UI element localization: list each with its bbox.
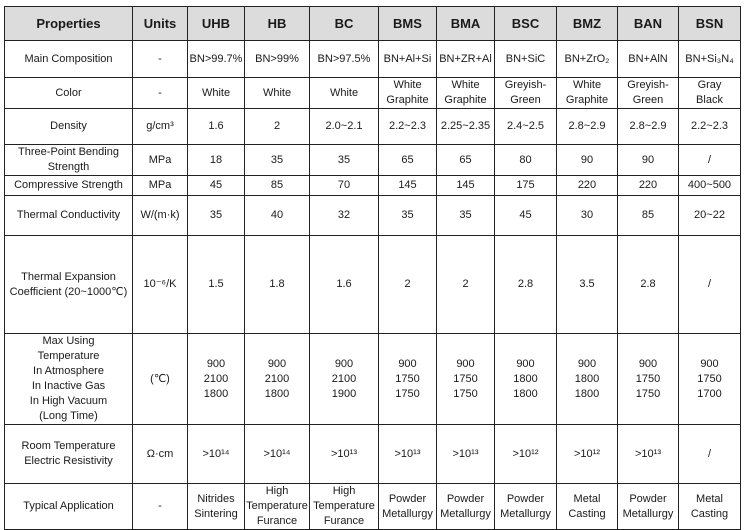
table-cell: 70 [310, 176, 379, 196]
header-uhb: UHB [188, 7, 245, 41]
table-cell: >10¹³ [437, 425, 495, 484]
table-cell: 2.2~2.3 [679, 109, 741, 145]
table-row [5, 425, 741, 484]
table-cell: 145 [437, 176, 495, 196]
table-cell: 35 [310, 145, 379, 176]
table-cell: >10¹² [557, 425, 618, 484]
table-cell: BN+ZR+Al [437, 41, 495, 78]
table-cell: White Graphite [557, 78, 618, 109]
table-cell: 220 [618, 176, 679, 196]
table-cell: 40 [245, 196, 310, 236]
table-cell: 65 [379, 145, 437, 176]
table-cell: 900 2100 1800 [245, 334, 310, 425]
header-bms: BMS [379, 7, 437, 41]
table-cell: White [245, 78, 310, 109]
table-row [5, 78, 741, 109]
table-cell: 85 [618, 196, 679, 236]
row-label: Thermal Expansion Coefficient (20~1000℃) [5, 236, 133, 334]
row-unit: (℃) [133, 334, 188, 425]
table-cell: 400~500 [679, 176, 741, 196]
table-cell: High Temperature Furance [245, 484, 310, 530]
table-cell: 2.8~2.9 [557, 109, 618, 145]
table-cell: 2.25~2.35 [437, 109, 495, 145]
table-cell: 900 2100 1800 [188, 334, 245, 425]
table-cell: 18 [188, 145, 245, 176]
table-cell: 3.5 [557, 236, 618, 334]
table-cell: 90 [618, 145, 679, 176]
table-cell: 1.6 [310, 236, 379, 334]
row-unit: 10⁻⁶/K [133, 236, 188, 334]
row-unit: - [133, 78, 188, 109]
table-cell: 1.8 [245, 236, 310, 334]
table-row [5, 41, 741, 78]
table-cell: 2.0~2.1 [310, 109, 379, 145]
row-unit: MPa [133, 176, 188, 196]
table-cell: 45 [495, 196, 557, 236]
table-cell: Powder Metallurgy [379, 484, 437, 530]
table-cell: 175 [495, 176, 557, 196]
table-body [5, 41, 741, 530]
table-cell: 2 [245, 109, 310, 145]
header-bma: BMA [437, 7, 495, 41]
row-label: Max Using Temperature In Atmosphere In Inactive Gas In High Vacuum (Long Time) [5, 334, 133, 425]
row-label: Main Composition [5, 41, 133, 78]
table-cell: >10¹⁴ [245, 425, 310, 484]
table-cell: 220 [557, 176, 618, 196]
row-label: Compressive Strength [5, 176, 133, 196]
row-unit: W/(m·k) [133, 196, 188, 236]
table-cell: BN+SiC [495, 41, 557, 78]
table-row [5, 236, 741, 334]
row-label: Room Temperature Electric Resistivity [5, 425, 133, 484]
row-label: Density [5, 109, 133, 145]
header-bsn: BSN [679, 7, 741, 41]
table-cell: 65 [437, 145, 495, 176]
table-cell: / [679, 425, 741, 484]
header-properties: Properties [5, 7, 133, 41]
table-cell: 35 [379, 196, 437, 236]
table-cell: 900 1800 1800 [495, 334, 557, 425]
table-cell: 2 [379, 236, 437, 334]
table-cell: White [188, 78, 245, 109]
table-cell: Metal Casting [679, 484, 741, 530]
table-cell: 80 [495, 145, 557, 176]
row-label: Thermal Conductivity [5, 196, 133, 236]
table-cell: Metal Casting [557, 484, 618, 530]
header-ban: BAN [618, 7, 679, 41]
table-cell: 145 [379, 176, 437, 196]
table-cell: Greyish- Green [618, 78, 679, 109]
header-hb: HB [245, 7, 310, 41]
row-unit: Ω·cm [133, 425, 188, 484]
table-cell: Nitrides Sintering [188, 484, 245, 530]
table-cell: 35 [188, 196, 245, 236]
table-cell: 900 1750 1750 [618, 334, 679, 425]
table-cell: 45 [188, 176, 245, 196]
table-cell: White Graphite [437, 78, 495, 109]
table-row [5, 109, 741, 145]
table-cell: 2.8 [618, 236, 679, 334]
table-cell: BN+Si₃N₄ [679, 41, 741, 78]
header-bc: BC [310, 7, 379, 41]
row-unit: MPa [133, 145, 188, 176]
table-cell: BN>99% [245, 41, 310, 78]
table-cell: 2 [437, 236, 495, 334]
table-cell: BN+ZrO₂ [557, 41, 618, 78]
table-cell: >10¹² [495, 425, 557, 484]
table-cell: 900 1750 1750 [437, 334, 495, 425]
table-cell: 30 [557, 196, 618, 236]
row-unit: g/cm³ [133, 109, 188, 145]
table-cell: 90 [557, 145, 618, 176]
table-cell: 35 [437, 196, 495, 236]
table-cell: Powder Metallurgy [495, 484, 557, 530]
table-row [5, 484, 741, 530]
table-cell: 85 [245, 176, 310, 196]
header-bsc: BSC [495, 7, 557, 41]
table-row [5, 176, 741, 196]
table-cell: 900 1800 1800 [557, 334, 618, 425]
table-cell: White [310, 78, 379, 109]
table-cell: 2.4~2.5 [495, 109, 557, 145]
table-cell: 20~22 [679, 196, 741, 236]
table-cell: BN+AlN [618, 41, 679, 78]
table-cell: 900 2100 1900 [310, 334, 379, 425]
table-cell: Powder Metallurgy [437, 484, 495, 530]
table-cell: >10¹³ [618, 425, 679, 484]
row-unit: - [133, 41, 188, 78]
table-cell: BN>99.7% [188, 41, 245, 78]
table-cell: BN>97.5% [310, 41, 379, 78]
table-cell: / [679, 145, 741, 176]
table-cell: 900 1750 1750 [379, 334, 437, 425]
row-label: Three-Point Bending Strength [5, 145, 133, 176]
table-cell: White Graphite [379, 78, 437, 109]
table-cell: BN+Al+Si [379, 41, 437, 78]
table-cell: High Temperature Furance [310, 484, 379, 530]
table-cell: 900 1750 1700 [679, 334, 741, 425]
properties-table [4, 6, 741, 530]
table-cell: 2.8~2.9 [618, 109, 679, 145]
row-label: Typical Application [5, 484, 133, 530]
table-cell: >10¹³ [379, 425, 437, 484]
table-cell: 2.8 [495, 236, 557, 334]
table-cell: Gray Black [679, 78, 741, 109]
table-cell: / [679, 236, 741, 334]
header-bmz: BMZ [557, 7, 618, 41]
table-cell: 32 [310, 196, 379, 236]
table-cell: 35 [245, 145, 310, 176]
row-label: Color [5, 78, 133, 109]
table-cell: 1.5 [188, 236, 245, 334]
table-cell: 2.2~2.3 [379, 109, 437, 145]
header-units: Units [133, 7, 188, 41]
table-cell: Greyish- Green [495, 78, 557, 109]
row-unit: - [133, 484, 188, 530]
table-cell: Powder Metallurgy [618, 484, 679, 530]
table-row [5, 145, 741, 176]
table-cell: >10¹⁴ [188, 425, 245, 484]
header-row [5, 7, 741, 41]
table-cell: >10¹³ [310, 425, 379, 484]
table-row [5, 196, 741, 236]
table-cell: 1.6 [188, 109, 245, 145]
table-row [5, 334, 741, 425]
